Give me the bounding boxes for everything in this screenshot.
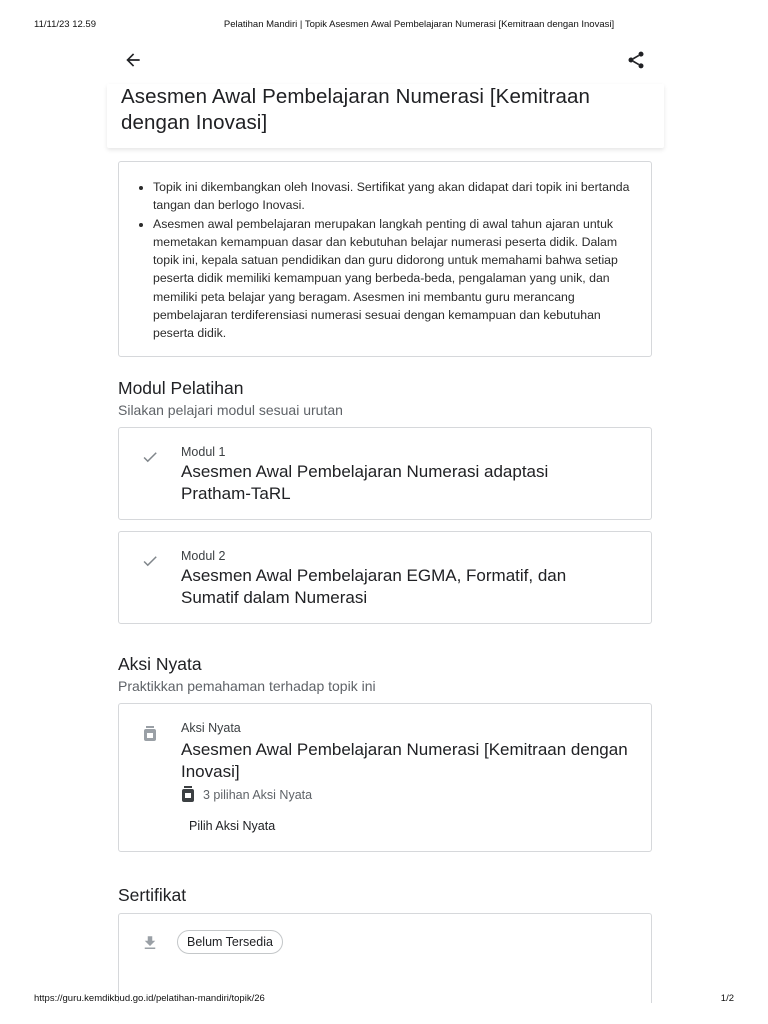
print-doc-title: Pelatihan Mandiri | Topik Asesmen Awal Pembelajaran Numerasi [Kemitraan dengan Inovasi] bbox=[223, 19, 615, 30]
aksi-nyata-card[interactable] bbox=[118, 703, 652, 852]
modul-section-title: Modul Pelatihan bbox=[118, 378, 244, 398]
page-title-line1: Asesmen Awal Pembelajaran Numerasi [Kemitraan bbox=[121, 85, 591, 108]
print-header bbox=[0, 0, 768, 40]
back-button[interactable] bbox=[117, 44, 149, 76]
description-list bbox=[153, 178, 633, 343]
module-card-2[interactable] bbox=[118, 531, 652, 624]
description-item: • Topik ini dikembangkan oleh Inovasi. Sertifikat yang akan didapat dari topik ini bertanda tangan dan berlogo Inovasi. bbox=[153, 178, 633, 215]
topic-description-card bbox=[118, 161, 652, 357]
sertifikat-card bbox=[118, 913, 652, 1003]
module-card-1[interactable] bbox=[118, 427, 652, 520]
aksi-title: Asesmen Awal Pembelajaran Numerasi [Kemitraan dengan Inovasi] bbox=[181, 740, 628, 781]
aksi-count-text: 3 pilihan Aksi Nyata bbox=[203, 787, 313, 802]
jar-icon bbox=[143, 726, 157, 747]
jar-icon bbox=[181, 786, 195, 803]
choose-aksi-nyata-button[interactable]: Pilih Aksi Nyata bbox=[189, 819, 276, 833]
topic-title-card bbox=[107, 84, 664, 148]
module-title: Asesmen Awal Pembelajaran Numerasi adaptasi Pratham-TaRL bbox=[181, 462, 549, 503]
status-badge: Belum Tersedia bbox=[177, 930, 283, 954]
aksi-section-subtitle: Praktikkan pemahaman terhadap topik ini bbox=[118, 678, 376, 694]
print-url: https://guru.kemdikbud.go.id/pelatihan-mandiri/topik/26 bbox=[34, 993, 265, 1004]
print-date: 11/11/23 12.59 bbox=[34, 19, 96, 30]
download-icon bbox=[141, 934, 159, 957]
page-title bbox=[121, 84, 650, 136]
description-item: • Asesmen awal pembelajaran merupakan langkah penting di awal tahun ajaran untuk memetakan kemampuan dasar dan kebutuhan belajar numerasi peserta didik. Dalam topik ini, kepala satuan pendidikan dan guru didorong untuk memahami bahwa setiap peserta didik memiliki kemampuan yang berbeda-beda, pengalaman yang unik, dan memiliki peta belajar yang beragam. Asesmen ini membantu guru merancang pembelajaran terdiferensiasi numerasi sesuai dengan kemampuan dan kebutuhan peserta didik. bbox=[153, 215, 633, 343]
share-icon bbox=[626, 50, 646, 70]
print-page-number: 1/2 bbox=[720, 993, 734, 1004]
module-label: Modul 2 bbox=[181, 549, 226, 563]
page-title-line2: dengan Inovasi] bbox=[121, 111, 268, 134]
share-button[interactable] bbox=[620, 44, 652, 76]
arrow-left-icon bbox=[123, 50, 143, 70]
module-label: Modul 1 bbox=[181, 445, 226, 459]
aksi-count-row bbox=[181, 786, 312, 803]
aksi-label: Aksi Nyata bbox=[181, 721, 241, 735]
sertifikat-section-title: Sertifikat bbox=[118, 885, 187, 905]
check-icon bbox=[141, 552, 159, 575]
check-icon bbox=[141, 448, 159, 471]
modul-section-subtitle: Silakan pelajari modul sesuai urutan bbox=[118, 402, 343, 418]
aksi-section-title: Aksi Nyata bbox=[118, 654, 202, 674]
module-title: Asesmen Awal Pembelajaran EGMA, Formatif, dan Sumatif dalam Numerasi bbox=[181, 566, 567, 607]
